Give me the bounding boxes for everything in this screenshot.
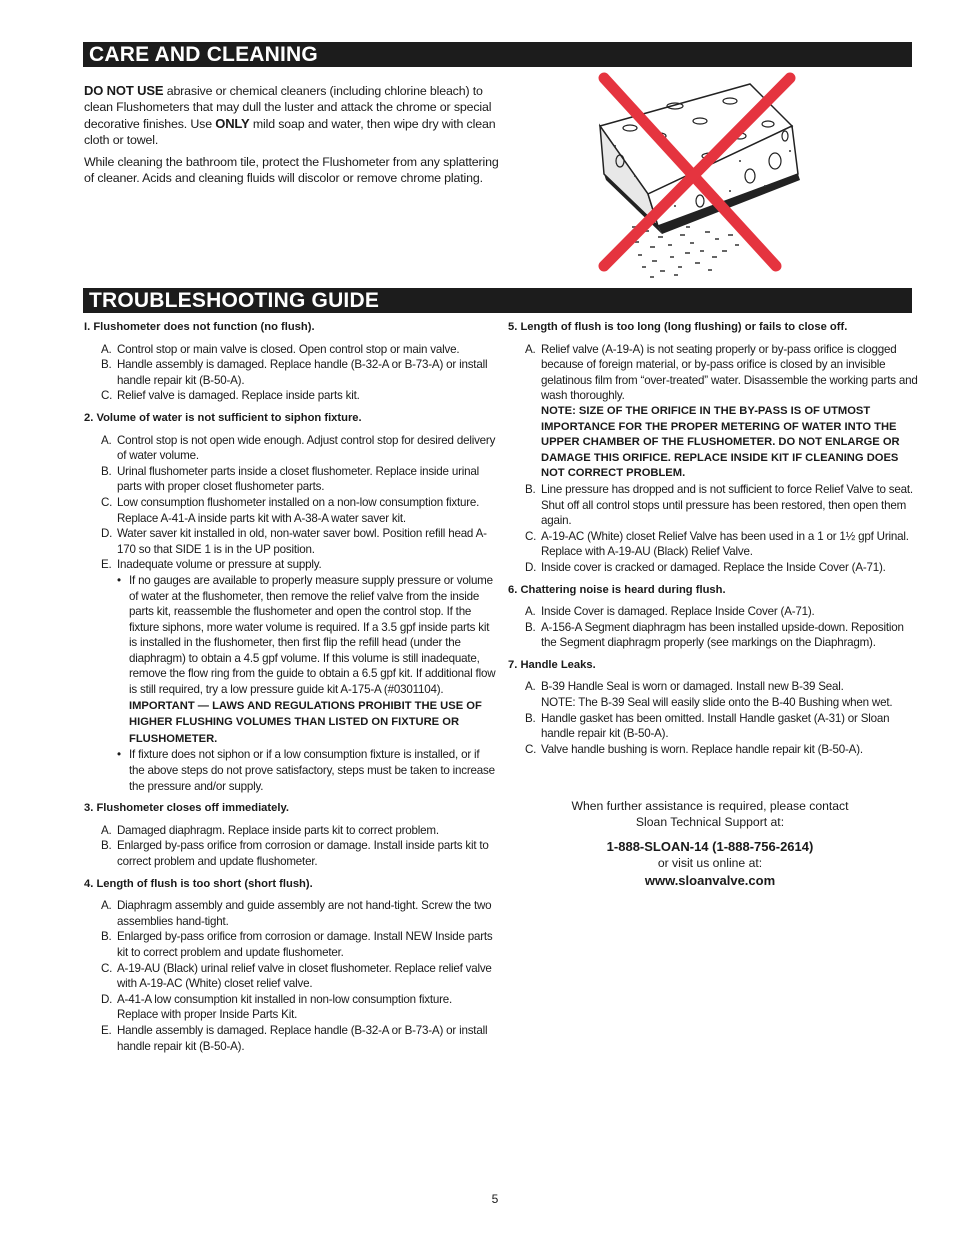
care-text-span: abrasive or chemical cleaners (including chlorine bleach) to clean Flushometers that may dull the luster and attack the chrome or special decorative finishes. Use	[84, 84, 492, 131]
item-letter: A.	[101, 899, 112, 913]
item-text: Relief valve is damaged. Replace inside parts kit.	[117, 389, 360, 403]
section-heading: 2. Volume of water is not sufficient to siphon fixture.	[84, 411, 362, 424]
website-link[interactable]: www.sloanvalve.com	[644, 873, 776, 888]
item-text: Inside cover is cracked or damaged. Replace the Inside Cover (A-71).	[541, 560, 886, 574]
item-letter: A.	[101, 342, 112, 356]
list-item	[84, 557, 496, 573]
item-letter: A.	[101, 823, 112, 837]
item-text: Inside Cover is damaged. Replace Inside Cover (A-71).	[541, 605, 815, 619]
item-letter: C.	[101, 389, 113, 403]
list-item	[508, 604, 920, 620]
do-not-use-label: DO NOT USE	[84, 83, 164, 98]
list-item	[84, 1023, 496, 1054]
section-chattering-noise	[508, 583, 920, 651]
item-text: Line pressure has dropped and is not sufficient to force Relief Valve to seat. Shut off all control stops until pressure has been restored, then open them again.	[541, 482, 913, 528]
contact-block	[520, 798, 900, 889]
section-heading: 7. Handle Leaks.	[508, 658, 596, 671]
section-heading: 6. Chattering noise is heard during flush.	[508, 583, 726, 596]
section-long-flush	[508, 320, 920, 576]
item-text: Control stop is not open wide enough. Adjust control stop for desired delivery of water volume.	[117, 433, 496, 463]
section-heading: 3. Flushometer closes off immediately.	[84, 802, 289, 815]
crossed-out-sponge-illustration	[590, 66, 820, 288]
item-letter: C.	[101, 961, 113, 975]
section-heading: 4. Length of flush is too short (short flush).	[84, 877, 313, 890]
item-text: Diaphragm assembly and guide assembly are not hand-tight. Screw the two assemblies hand-tight.	[117, 899, 492, 928]
item-text: Low consumption flushometer installed on a non-low consumption fixture. Replace A-41-A inside parts kit with A-38-A water saver kit.	[117, 495, 480, 525]
item-text: Inadequate volume or pressure at supply.	[117, 558, 322, 572]
bullet-item	[84, 747, 496, 794]
item-text: Handle assembly is damaged. Replace handle (B-32-A or B-73-A) or install handle repair kit (B-50-A).	[117, 358, 488, 387]
item-text: A-156-A Segment diaphragm has been installed upside-down. Reposition the Segment diaphragm properly (see markings on the Diaphragm).	[541, 620, 904, 650]
care-text	[84, 83, 502, 191]
only-label: ONLY	[215, 115, 250, 131]
list-item	[84, 838, 496, 869]
list-item	[508, 529, 920, 560]
troubleshooting-guide-header: TROUBLESHOOTING GUIDE	[83, 288, 912, 313]
item-letter: B.	[101, 839, 112, 853]
list-item	[508, 620, 920, 651]
item-letter: B.	[101, 464, 112, 478]
visit-online-text: or visit us online at:	[657, 856, 763, 870]
bullet-warning: IMPORTANT — LAWS AND REGULATIONS PROHIBIT THE USE OF HIGHER FLUSHING VOLUMES THAN LISTED ON FIXTURE OR FLUSHOMETER.	[129, 699, 482, 745]
item-text: Valve handle bushing is worn. Replace handle repair kit (B-50-A).	[541, 742, 863, 756]
item-letter: A.	[525, 680, 536, 694]
bullet-icon: •	[117, 573, 121, 587]
list-item	[84, 495, 496, 526]
item-text: Relief valve (A-19-A) is not seating properly or by-pass orifice is clogged because of foreign material, or by-pass orifice is closed by an invisible gelatinous film from “over-treated” water. Disassemble the working parts and wash thoroughly.	[541, 342, 918, 403]
section-heading: 5. Length of flush is too long (long flushing) or fails to close off.	[508, 321, 848, 333]
section-heading: I. Flushometer does not function (no flush).	[84, 321, 315, 333]
item-letter: C.	[525, 742, 537, 756]
list-item	[508, 482, 920, 529]
list-item	[84, 526, 496, 557]
list-item	[84, 357, 496, 388]
item-text: Control stop or main valve is closed. Open control stop or main valve.	[117, 342, 460, 356]
list-item	[84, 388, 496, 404]
contact-line-1: When further assistance is required, please contact	[571, 799, 849, 813]
list-item	[84, 929, 496, 960]
item-text: Handle assembly is damaged. Replace handle (B-32-A or B-73-A) or install handle repair kit (B-50-A).	[117, 1023, 488, 1053]
section-no-flush	[84, 320, 496, 404]
care-paragraph-1	[84, 83, 502, 149]
troubleshooting-left-column	[84, 320, 496, 1061]
list-item	[84, 433, 496, 464]
section-handle-leaks	[508, 658, 920, 758]
contact-line-2: Sloan Technical Support at:	[635, 815, 785, 829]
list-item	[84, 898, 496, 929]
care-and-cleaning-header: CARE AND CLEANING	[83, 42, 912, 67]
care-paragraph-2: While cleaning the bathroom tile, protect the Flushometer from any splattering of cleaner. Acids and cleaning fluids will discolor or remove chrome plating.	[84, 154, 499, 186]
list-item	[84, 992, 496, 1023]
orifice-note: NOTE: SIZE OF THE ORIFICE IN THE BY-PASS IS OF UTMOST IMPORTANCE FOR THE PROPER METERING OF WATER INTO THE UPPER CHAMBER OF THE FLUSHOMETER. DO NOT ENLARGE OR DAMAGE THIS ORIFICE. REPLACE INSIDE KIT IF CLEANING DOES NOT CORRECT PROBLEM.	[541, 404, 900, 480]
section-closes-immediately	[84, 801, 496, 869]
list-item	[84, 464, 496, 495]
list-item	[508, 560, 920, 576]
item-letter: B.	[525, 711, 536, 725]
list-item	[84, 342, 496, 358]
item-letter: A.	[525, 605, 536, 619]
list-item	[508, 342, 920, 482]
item-letter: B.	[101, 358, 112, 372]
item-text: B-39 Handle Seal is worn or damaged. Install new B-39 Seal.	[541, 680, 844, 694]
item-text: Handle gasket has been omitted. Install Handle gasket (A-31) or Sloan handle repair kit (B-50-A).	[541, 711, 890, 741]
list-item	[508, 742, 920, 758]
item-letter: E.	[101, 558, 112, 572]
page-number: 5	[491, 1192, 499, 1206]
care-text-span: mild soap and water, then wipe dry with clean cloth or towel.	[84, 116, 496, 148]
section-short-flush	[84, 877, 496, 1055]
bullet-item	[84, 573, 496, 748]
item-letter: B.	[525, 482, 536, 496]
item-text: A-41-A low consumption kit installed in non-low consumption fixture. Replace with proper Inside Parts Kit.	[117, 992, 453, 1022]
item-text: Enlarged by-pass orifice from corrosion or damage. Install NEW Inside parts kit to correct problem and update flushometer.	[117, 930, 493, 959]
list-item	[84, 823, 496, 839]
item-letter: A.	[101, 433, 112, 447]
section-insufficient-volume	[84, 411, 496, 794]
list-item	[508, 679, 920, 710]
item-letter: B.	[101, 930, 112, 944]
list-item	[84, 961, 496, 992]
item-letter: A.	[525, 342, 536, 356]
item-letter: B.	[525, 620, 536, 634]
item-letter: E.	[101, 1023, 112, 1037]
item-text: Damaged diaphragm. Replace inside parts kit to correct problem.	[117, 823, 439, 837]
item-text: A-19-AU (Black) urinal relief valve in closet flushometer. Replace relief valve with A-19-AC (White) closet relief valve.	[117, 961, 492, 991]
item-text: A-19-AC (White) closet Relief Valve has been used in a 1 or 1½ gpf Urinal. Replace with A-19-AU (Black) Relief Valve.	[541, 529, 909, 559]
seal-note: NOTE: The B-39 Seal will easily slide onto the B-40 Bushing when wet.	[541, 696, 893, 710]
item-letter: D.	[525, 560, 537, 574]
bullet-text: If no gauges are available to properly measure supply pressure or volume of water at the flushometer, then remove the relief valve from the inside parts kit, reassemble the flushometer and open the control stop. If the fixture siphons, more water volume is required. If a 3.5 gpf inside parts kit is installed in the flushometer, then first flip the refill head (under the diaphragm) to obtain a 4.5 gpf volume. If this volume is still inadequate, remove the flow ring from the guide to obtain a 6.5 gpf kit. If additional flow is still required, try a low pressure guide kit A-175-A (#0301104).	[129, 573, 496, 697]
list-item	[508, 711, 920, 742]
troubleshooting-right-column	[508, 320, 920, 764]
support-phone: 1-888-SLOAN-14 (1-888-756-2614)	[606, 839, 814, 854]
item-letter: C.	[101, 495, 113, 509]
item-letter: D.	[101, 992, 113, 1006]
bullet-icon: •	[117, 748, 121, 762]
item-text: Water saver kit installed in old, non-water saver bowl. Position refill head A-170 so that SIDE 1 is in the UP position.	[117, 527, 487, 556]
bullet-text: If fixture does not siphon or if a low consumption fixture is installed, or if the above steps do not prove satisfactory, steps must be taken to increase the pressure and/or supply.	[129, 748, 495, 793]
item-letter: D.	[101, 527, 113, 541]
item-letter: C.	[525, 529, 537, 543]
item-text: Enlarged by-pass orifice from corrosion or damage. Install inside parts kit to correct problem and update flushometer.	[117, 839, 489, 868]
item-text: Urinal flushometer parts inside a closet flushometer. Replace inside urinal parts with proper closet flushometer parts.	[117, 464, 479, 494]
